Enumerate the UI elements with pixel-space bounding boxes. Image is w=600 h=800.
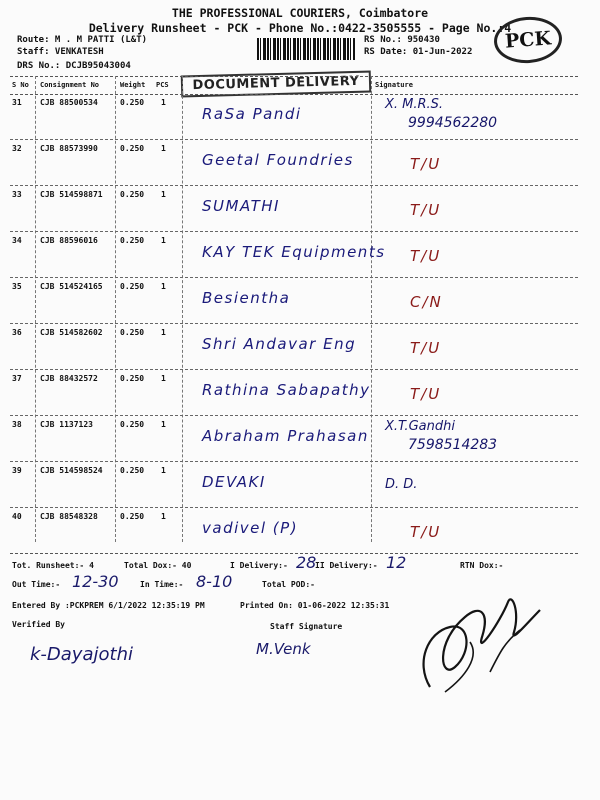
ii-delivery-value: 12: [386, 553, 407, 572]
row-weight: 0.250: [120, 98, 145, 107]
company-title: THE PROFESSIONAL COURIERS, Coimbatore: [171, 6, 429, 20]
row-receiver-name: KAY TEK Equipments: [202, 243, 386, 261]
row-signature: T/U: [410, 155, 442, 173]
verified-signature: k-Dayajothi: [30, 644, 133, 665]
table-row: [10, 507, 578, 554]
out-time-label: Out Time:-: [12, 580, 61, 589]
document-delivery-stamp: DOCUMENT DELIVERY: [181, 71, 372, 98]
total-dox: Total Dox:- 40: [124, 561, 192, 570]
row-consignment-no: CJB 514524165: [40, 282, 103, 291]
col-signature: Signature: [375, 81, 413, 89]
row-consignment-no: CJB 88548328: [40, 512, 98, 521]
row-consignment-no: CJB 514598524: [40, 466, 103, 475]
row-sno: 32: [12, 144, 22, 153]
row-pcs: 1: [161, 98, 166, 107]
row-signature: T/U: [410, 523, 442, 541]
row-signature: T/U: [410, 339, 442, 357]
row-sno: 40: [12, 512, 22, 521]
row-weight: 0.250: [120, 328, 145, 337]
staff-signature-label: Staff Signature: [270, 622, 343, 631]
col-weight: Weight: [120, 81, 146, 89]
row-consignment-no: CJB 88432572: [40, 374, 98, 383]
table-row: [10, 231, 578, 278]
barcode: [257, 38, 355, 60]
entered-by: Entered By :PCKPREM 6/1/2022 12:35:19 PM: [12, 601, 205, 610]
row-weight: 0.250: [120, 374, 145, 383]
row-consignment-no: CJB 88596016: [40, 236, 98, 245]
row-sno: 39: [12, 466, 22, 475]
table-row: [10, 185, 578, 232]
table-row: [10, 323, 578, 370]
row-pcs: 1: [161, 374, 166, 383]
row-signature: X.T.Gandhi: [385, 419, 455, 434]
row-receiver-name: Shri Andavar Eng: [202, 335, 357, 353]
row-weight: 0.250: [120, 466, 145, 475]
rtn-dox-label: RTN Dox:-: [460, 561, 504, 570]
table-row: [10, 415, 578, 462]
table-row: [10, 277, 578, 324]
row-pcs: 1: [161, 236, 166, 245]
row-signature: T/U: [410, 247, 442, 265]
i-delivery-label: I Delivery:-: [230, 561, 288, 570]
footer-divider: [10, 553, 578, 554]
row-receiver-name: Geetal Foundries: [202, 151, 354, 169]
staff-signature: M.Venk: [256, 640, 311, 658]
table-row: [10, 93, 578, 140]
row-weight: 0.250: [120, 190, 145, 199]
row-receiver-name: Besientha: [202, 289, 291, 307]
row-weight: 0.250: [120, 282, 145, 291]
col-consignment: Consignment No: [40, 81, 100, 89]
row-signature: D. D.: [385, 477, 418, 492]
row-sno: 36: [12, 328, 22, 337]
in-time-label: In Time:-: [140, 580, 184, 589]
col-pcs: PCS: [156, 81, 169, 89]
row-consignment-no: CJB 88573990: [40, 144, 98, 153]
row-signature: T/U: [410, 385, 442, 403]
table-row: [10, 461, 578, 508]
row-sno: 38: [12, 420, 22, 429]
i-delivery-value: 28: [296, 553, 317, 572]
rs-number: RS No.: 950430: [364, 35, 440, 45]
row-pcs: 1: [161, 512, 166, 521]
row-consignment-no: CJB 88500534: [40, 98, 98, 107]
row-sno: 35: [12, 282, 22, 291]
row-weight: 0.250: [120, 144, 145, 153]
row-sno: 33: [12, 190, 22, 199]
row-receiver-name: Rathina Sabapathy: [202, 381, 371, 399]
row-consignment-no: CJB 1137123: [40, 420, 93, 429]
row-pcs: 1: [161, 282, 166, 291]
row-pcs: 1: [161, 190, 166, 199]
row-receiver-name: DEVAKI: [202, 473, 266, 491]
table-row: [10, 369, 578, 416]
printed-on: Printed On: 01-06-2022 12:35:31: [240, 601, 390, 610]
in-time-value: 8-10: [196, 572, 233, 591]
row-signature: C/N: [410, 293, 443, 311]
row-signature: T/U: [410, 201, 442, 219]
row-sno: 31: [12, 98, 22, 107]
col-sno: S No: [12, 81, 29, 89]
row-weight: 0.250: [120, 420, 145, 429]
rs-date: RS Date: 01-Jun-2022: [364, 47, 473, 57]
row-signature: X. M.R.S.: [385, 97, 444, 112]
row-pcs: 1: [161, 466, 166, 475]
row-pcs: 1: [161, 328, 166, 337]
total-pod-label: Total POD:-: [262, 580, 315, 589]
runsheet-subtitle: Delivery Runsheet - PCK - Phone No.:0422-3505555 - Page No.:4: [88, 21, 512, 35]
verified-by-label: Verified By: [12, 620, 65, 629]
row-phone-number: 9994562280: [408, 115, 498, 131]
table-row: [10, 139, 578, 186]
row-receiver-name: RaSa Pandi: [202, 105, 302, 123]
staff-label: Staff: VENKATESH: [17, 47, 104, 57]
row-receiver-name: SUMATHI: [202, 197, 280, 215]
row-phone-number: 7598514283: [408, 437, 498, 453]
tot-runsheet: Tot. Runsheet:- 4: [12, 561, 94, 570]
row-weight: 0.250: [120, 236, 145, 245]
row-receiver-name: Abraham Prahasan: [202, 427, 369, 445]
ii-delivery-label: II Delivery:-: [315, 561, 378, 570]
row-consignment-no: CJB 514598871: [40, 190, 103, 199]
route-label: Route: M . M PATTI (L&T): [17, 35, 148, 45]
out-time-value: 12-30: [72, 572, 119, 591]
drs-number: DRS No.: DCJB95043004: [17, 61, 131, 71]
row-pcs: 1: [161, 420, 166, 429]
row-consignment-no: CJB 514582602: [40, 328, 103, 337]
row-pcs: 1: [161, 144, 166, 153]
row-weight: 0.250: [120, 512, 145, 521]
large-signature-scribble: [410, 582, 550, 704]
row-sno: 34: [12, 236, 22, 245]
row-sno: 37: [12, 374, 22, 383]
row-receiver-name: vadivel (P): [202, 519, 299, 537]
pck-logo: PCK: [492, 15, 563, 66]
